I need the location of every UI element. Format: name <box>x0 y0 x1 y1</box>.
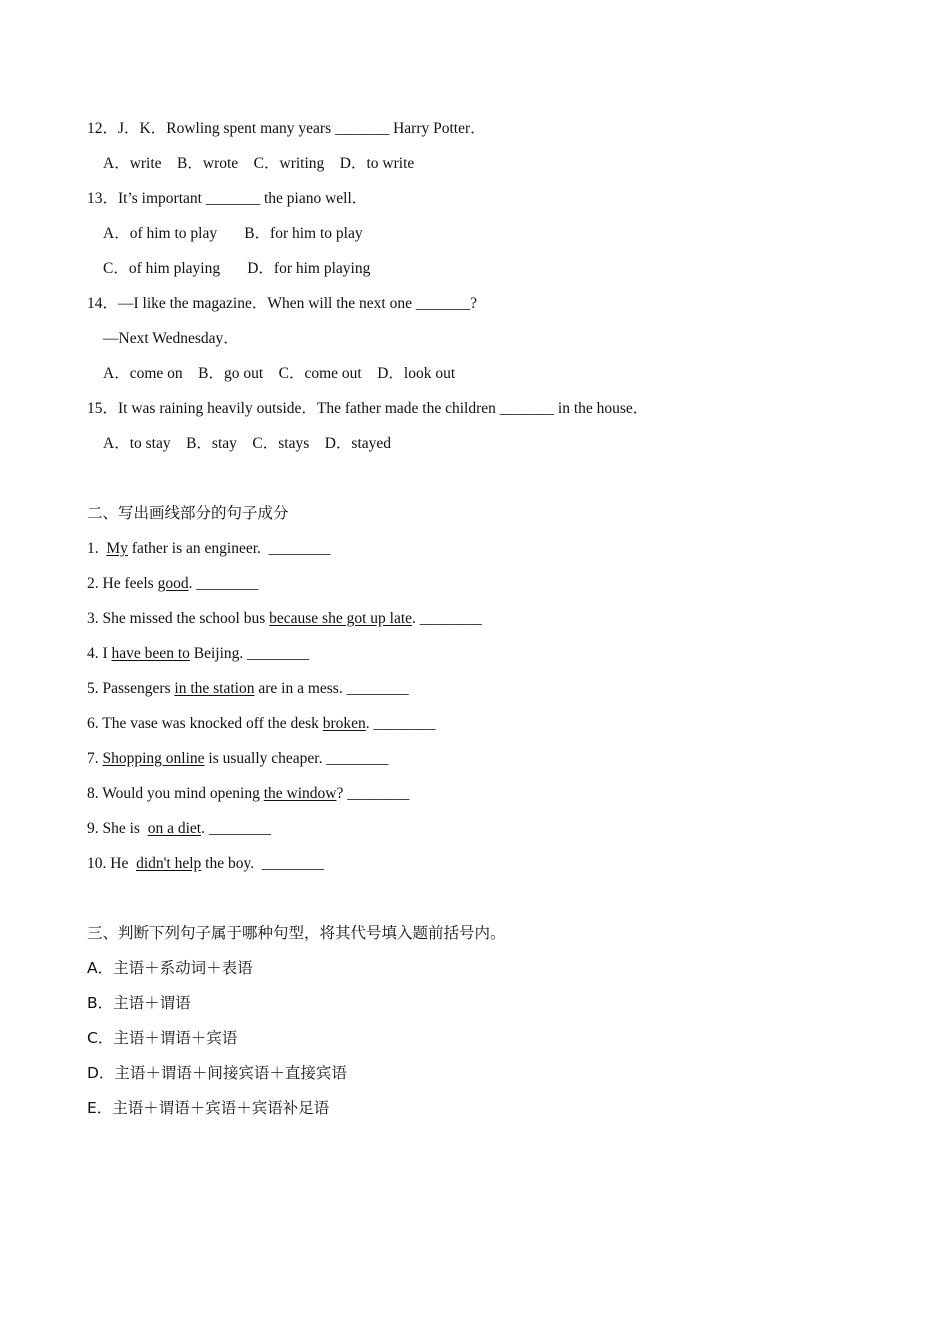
sentence-text: . ________ <box>188 575 259 592</box>
sentence-item <box>87 609 482 629</box>
underlined-part: on a diet <box>147 820 202 837</box>
section-2-heading: 二、写出画线部分的句子成分 <box>87 504 289 522</box>
sentence-text: are in a mess. ________ <box>254 680 409 697</box>
sentence-text: 2. He feels <box>87 575 158 592</box>
underlined-part: have been to <box>111 645 190 662</box>
question-12: 12．J．K．Rowling spent many years _______ Harry Potter． <box>87 120 486 137</box>
sentence-text: is usually cheaper. ________ <box>204 750 389 767</box>
sentence-item <box>87 819 271 839</box>
sentence-text: father is an engineer. ________ <box>127 540 331 557</box>
sentence-text: the boy. ________ <box>201 855 324 872</box>
sentence-text: 7. <box>87 750 103 767</box>
sentence-pattern-option: E．主语＋谓语＋宾语＋宾语补足语 <box>87 1099 330 1117</box>
underlined-part: Shopping online <box>102 750 205 767</box>
underlined-part: in the station <box>174 680 255 697</box>
sentence-text: 8. Would you mind opening <box>87 785 264 802</box>
underlined-part: My <box>106 540 128 557</box>
question-13-options-2: C．of him playing D．for him playing <box>103 260 371 277</box>
sentence-text: 4. I <box>87 645 112 662</box>
question-13-options-1: A．of him to play B．for him to play <box>103 225 363 242</box>
sentence-text: . ________ <box>201 820 271 837</box>
sentence-item <box>87 679 409 699</box>
question-14-reply: —Next Wednesday． <box>103 330 239 347</box>
sentence-pattern-option: C．主语＋谓语＋宾语 <box>87 1029 238 1047</box>
sentence-item <box>87 644 309 664</box>
sentence-text: 10. He <box>87 855 137 872</box>
sentence-item <box>87 539 331 559</box>
underlined-part: broken <box>322 715 366 732</box>
sentence-text: 5. Passengers <box>87 680 175 697</box>
sentence-pattern-option: A．主语＋系动词＋表语 <box>87 959 253 977</box>
sentence-text: . ________ <box>365 715 436 732</box>
sentence-text: . ________ <box>412 610 482 627</box>
question-15-options: A．to stay B．stay C．stays D．stayed <box>103 435 392 452</box>
sentence-item <box>87 714 436 734</box>
sentence-pattern-option: D．主语＋谓语＋间接宾语＋直接宾语 <box>87 1064 347 1082</box>
sentence-text: 9. She is <box>87 820 148 837</box>
section-3-heading: 三、判断下列句子属于哪种句型，将其代号填入题前括号内。 <box>87 924 506 942</box>
sentence-item <box>87 784 409 804</box>
sentence-item <box>87 574 258 594</box>
question-12-options: A．write B．wrote C．writing D．to write <box>103 155 415 172</box>
sentence-text: ? ________ <box>336 785 410 802</box>
underlined-part: good <box>157 575 189 592</box>
sentence-item <box>87 854 324 874</box>
sentence-pattern-option: B．主语＋谓语 <box>87 994 191 1012</box>
sentence-text: 6. The vase was knocked off the desk <box>87 715 323 732</box>
question-14-options: A．come on B．go out C．come out D．look out <box>103 365 456 382</box>
sentence-text: 1. <box>87 540 107 557</box>
underlined-part: the window <box>263 785 337 802</box>
sentence-item <box>87 749 388 769</box>
question-15: 15．It was raining heavily outside．The father made the children _______ in the house． <box>87 400 649 417</box>
underlined-part: didn't help <box>136 855 202 872</box>
underlined-part: because she got up late <box>269 610 413 627</box>
sentence-text: 3. She missed the school bus <box>87 610 270 627</box>
question-13: 13．It’s important _______ the piano well． <box>87 190 368 207</box>
sentence-text: Beijing. ________ <box>189 645 310 662</box>
question-14: 14．—I like the magazine．When will the next one _______? <box>87 295 477 312</box>
